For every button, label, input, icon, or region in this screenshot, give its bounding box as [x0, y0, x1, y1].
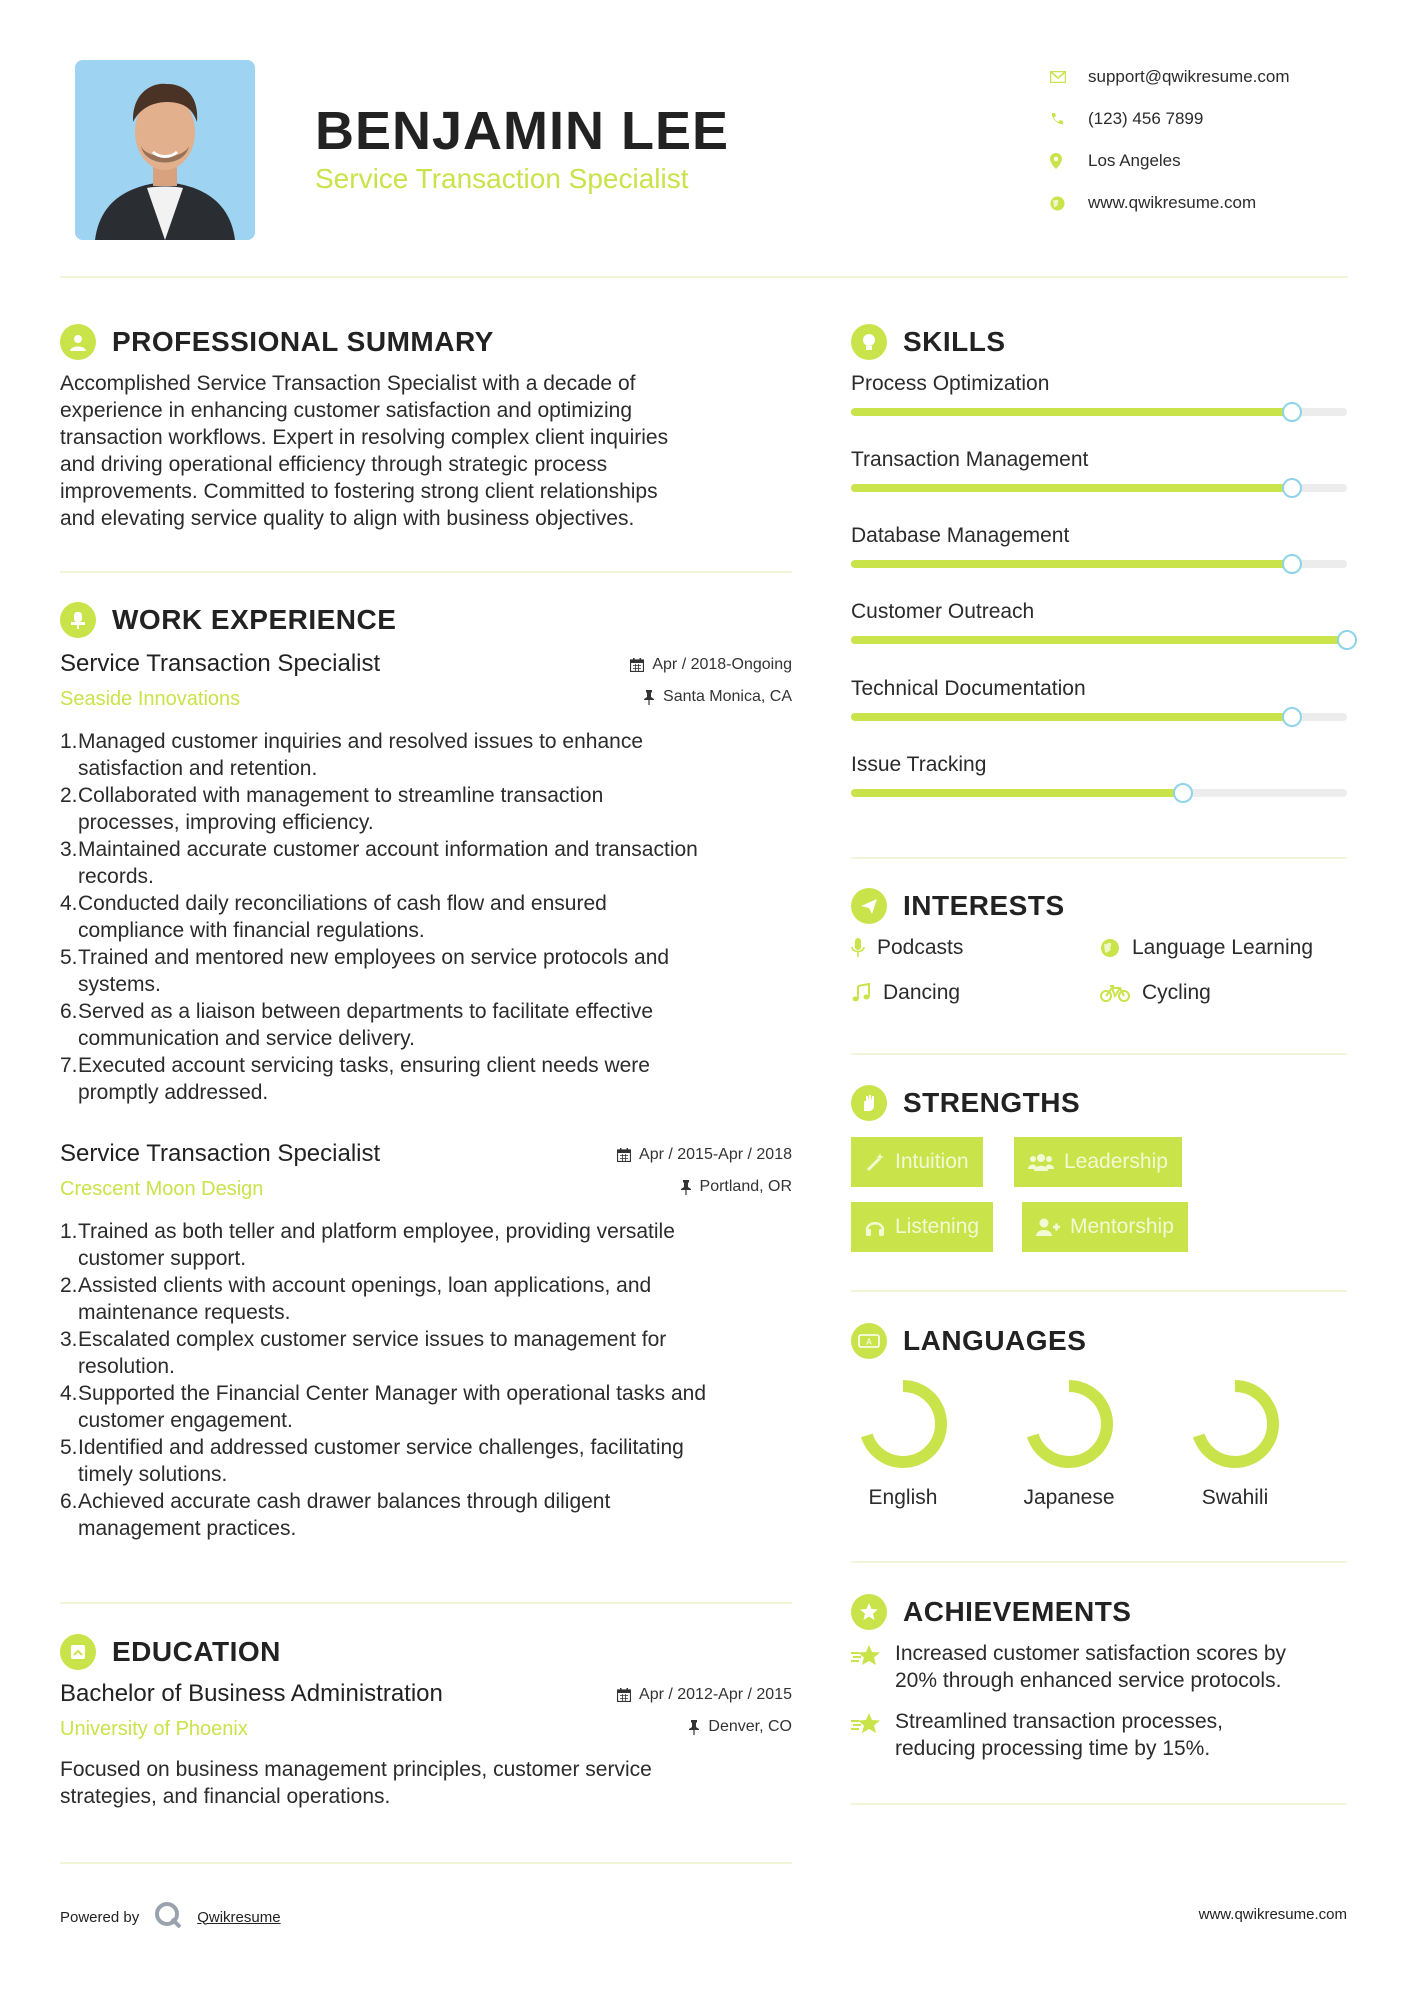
skill-bar-fill [851, 789, 1183, 797]
skill-bar-knob [1282, 402, 1302, 422]
list-line: Assisted clients with account openings, loan applications, and [78, 1274, 652, 1297]
skill-bar-knob [1173, 783, 1193, 803]
lightbulb-icon [851, 324, 887, 360]
interest-label: Dancing [883, 981, 961, 1004]
summary-line: and driving operational efficiency through strategic process [60, 453, 608, 476]
skill-bar [851, 789, 1347, 797]
job-company: Crescent Moon Design [60, 1178, 264, 1200]
svg-text:A: A [866, 1337, 872, 1347]
achievement-line: Increased customer satisfaction scores by [895, 1642, 1287, 1665]
graduation-icon [60, 1634, 96, 1670]
skill-bar-fill [851, 484, 1292, 492]
list-line: processes, improving efficiency. [78, 811, 374, 834]
list-item [60, 782, 798, 836]
location-pin-icon [1050, 152, 1088, 170]
list-line: communication and service delivery. [78, 1027, 415, 1050]
achievement-line: 20% through enhanced service protocols. [895, 1669, 1282, 1692]
skill-bar [851, 560, 1347, 568]
list-item [60, 944, 798, 998]
skills-title: SKILLS [903, 326, 1006, 357]
language-item [1180, 1376, 1290, 1510]
achievement-line: Streamlined transaction processes, [895, 1710, 1223, 1733]
skill-bar-fill [851, 560, 1292, 568]
footer-brand-link[interactable]: Qwikresume [197, 1908, 281, 1926]
job-entry [60, 1140, 792, 1560]
achievements-heading [851, 1594, 1131, 1630]
language-item [848, 1376, 958, 1510]
education-line: Focused on business management principles, customer service [60, 1758, 652, 1781]
profile-photo [75, 60, 255, 240]
calendar-icon [617, 1688, 631, 1702]
powered-by-text: Powered by [60, 1908, 140, 1926]
summary-line: transaction workflows. Expert in resolving complex client inquiries [60, 426, 669, 449]
section-divider [851, 857, 1347, 859]
list-item [60, 998, 798, 1052]
skill-item [851, 753, 1347, 777]
candidate-name: BENJAMIN LEE [315, 101, 730, 161]
job-location-text: Portland, OR [699, 1178, 792, 1195]
qwikresume-logo-icon [153, 1900, 183, 1934]
achievements-title: ACHIEVEMENTS [903, 1596, 1132, 1627]
skill-item [851, 524, 1347, 548]
language-item [1014, 1376, 1124, 1510]
job-title: Service Transaction Specialist [60, 1140, 381, 1167]
achievement-line: reducing processing time by 15%. [895, 1737, 1211, 1760]
contact-list [1050, 56, 1380, 224]
list-line: customer engagement. [78, 1409, 293, 1432]
strength-badge [1022, 1202, 1188, 1252]
interest-item [851, 936, 963, 960]
user-plus-icon [1036, 1217, 1060, 1237]
list-number: 6. [60, 1490, 78, 1513]
language-name: Japanese [1023, 1486, 1115, 1509]
briefcase-icon [60, 602, 96, 638]
list-line: Escalated complex customer service issues to management for [78, 1328, 667, 1351]
education-description [60, 1756, 792, 1810]
job-date-text: Apr / 2015-Apr / 2018 [639, 1146, 792, 1163]
interest-item [1100, 981, 1211, 1005]
strength-label: Leadership [1064, 1150, 1168, 1173]
skill-item [851, 600, 1347, 624]
paper-plane-icon [851, 888, 887, 924]
skill-name: Issue Tracking [851, 753, 987, 776]
list-number: 7. [60, 1054, 78, 1077]
contact-email[interactable] [1050, 56, 1380, 98]
language-name: English [868, 1486, 938, 1509]
skill-item [851, 677, 1347, 701]
list-line: systems. [78, 973, 161, 996]
strength-label: Listening [895, 1215, 980, 1238]
interest-label: Podcasts [877, 936, 964, 959]
education-date-text: Apr / 2012-Apr / 2015 [639, 1686, 792, 1703]
interest-item [851, 981, 960, 1005]
skill-name: Technical Documentation [851, 677, 1086, 700]
list-number: 3. [60, 838, 78, 861]
list-item [60, 1326, 798, 1380]
list-line: timely solutions. [78, 1463, 228, 1486]
microphone-icon [851, 938, 865, 958]
list-line: Maintained accurate customer account information and transaction [78, 838, 698, 861]
calendar-icon [630, 658, 644, 672]
skills-heading [851, 324, 1006, 360]
contact-phone-text: (123) 456 7899 [1088, 109, 1204, 128]
list-item [60, 1380, 798, 1434]
award-icon [851, 1594, 887, 1630]
achievement-item [851, 1640, 1351, 1694]
calendar-icon [617, 1148, 631, 1162]
list-line: maintenance requests. [78, 1301, 291, 1324]
language-level-ring [855, 1376, 951, 1472]
skill-bar-knob [1282, 478, 1302, 498]
section-divider [851, 1053, 1347, 1055]
skill-bar [851, 713, 1347, 721]
education-title: EDUCATION [112, 1636, 281, 1667]
strengths-title: STRENGTHS [903, 1087, 1081, 1118]
headphones-icon [865, 1217, 885, 1237]
strength-badge [851, 1202, 993, 1252]
education-location [688, 1718, 792, 1736]
list-number: 4. [60, 1382, 78, 1405]
skill-name: Customer Outreach [851, 600, 1035, 623]
skill-bar [851, 408, 1347, 416]
list-number: 1. [60, 730, 78, 753]
list-line: compliance with financial regulations. [78, 919, 425, 942]
skill-name: Database Management [851, 524, 1070, 547]
job-entry [60, 650, 792, 1104]
list-line: Collaborated with management to streamline transaction [78, 784, 604, 807]
language-icon [851, 1323, 887, 1359]
list-number: 1. [60, 1220, 78, 1243]
summary-line: experience in enhancing customer satisfaction and optimizing [60, 399, 632, 422]
job-title: Service Transaction Specialist [60, 650, 381, 677]
job-duties [60, 728, 798, 1106]
users-icon [1028, 1152, 1054, 1172]
languages-heading [851, 1323, 1086, 1359]
list-line: Achieved accurate cash drawer balances through diligent [78, 1490, 611, 1513]
skill-name: Process Optimization [851, 372, 1050, 395]
language-name: Swahili [1201, 1486, 1269, 1509]
skill-bar-knob [1282, 554, 1302, 574]
list-line: Identified and addressed customer service challenges, facilitating [78, 1436, 684, 1459]
section-divider [60, 1602, 792, 1604]
education-line: strategies, and financial operations. [60, 1785, 391, 1808]
skill-bar-fill [851, 408, 1292, 416]
mail-icon [1050, 68, 1088, 86]
job-company: Seaside Innovations [60, 688, 241, 710]
list-line: customer support. [78, 1247, 247, 1270]
list-item [60, 1272, 798, 1326]
job-location-text: Santa Monica, CA [663, 688, 792, 705]
contact-email-text: support@qwikresume.com [1088, 67, 1290, 86]
star-icon [851, 1640, 895, 1694]
list-line: Trained and mentored new employees on service protocols and [78, 946, 670, 969]
list-line: Conducted daily reconciliations of cash flow and ensured [78, 892, 607, 915]
list-line: Managed customer inquiries and resolved issues to enhance [78, 730, 644, 753]
interests-heading [851, 888, 1065, 924]
list-item [60, 1434, 798, 1488]
footer-divider [60, 1862, 792, 1864]
job-date-text: Apr / 2018-Ongoing [652, 656, 792, 673]
section-divider [851, 1561, 1347, 1563]
list-number: 6. [60, 1000, 78, 1023]
hand-icon [851, 1085, 887, 1121]
footer-url-link[interactable]: www.qwikresume.com [1198, 1906, 1347, 1923]
list-item [60, 1218, 798, 1272]
experience-title: WORK EXPERIENCE [112, 604, 397, 635]
summary-line: and elevating service quality to align with business objectives. [60, 507, 635, 530]
experience-heading [60, 602, 396, 638]
list-item [60, 728, 798, 782]
skill-bar-fill [851, 713, 1292, 721]
skill-name: Transaction Management [851, 448, 1089, 471]
skill-bar-knob [1282, 707, 1302, 727]
list-number: 3. [60, 1328, 78, 1351]
list-item [60, 890, 798, 944]
pushpin-icon [688, 1720, 700, 1735]
user-icon [60, 324, 96, 360]
summary-text [60, 370, 800, 532]
job-location [680, 1178, 792, 1196]
list-item [60, 1052, 798, 1106]
list-line: resolution. [78, 1355, 175, 1378]
skill-bar-knob [1337, 630, 1357, 650]
job-duties [60, 1218, 798, 1542]
list-line: Supported the Financial Center Manager with operational tasks and [78, 1382, 707, 1405]
section-divider [851, 1803, 1347, 1805]
education-date [617, 1686, 792, 1704]
skill-bar [851, 636, 1347, 644]
pushpin-icon [643, 690, 655, 705]
skill-item [851, 448, 1347, 472]
job-date [617, 1146, 792, 1164]
list-number: 5. [60, 1436, 78, 1459]
summary-heading [60, 324, 494, 360]
list-line: records. [78, 865, 154, 888]
strength-label: Mentorship [1070, 1215, 1174, 1238]
list-number: 5. [60, 946, 78, 969]
list-line: Trained as both teller and platform employee, providing versatile [78, 1220, 675, 1243]
education-heading [60, 1634, 281, 1670]
job-location [643, 688, 792, 706]
music-note-icon [851, 983, 871, 1003]
skill-bar-fill [851, 636, 1347, 644]
strength-badge [1014, 1137, 1182, 1187]
interests-title: INTERESTS [903, 890, 1065, 921]
candidate-role: Service Transaction Specialist [315, 163, 689, 194]
summary-line: Accomplished Service Transaction Specialist with a decade of [60, 372, 636, 395]
pushpin-icon [680, 1180, 692, 1195]
star-icon [851, 1708, 895, 1762]
interest-label: Cycling [1142, 981, 1211, 1004]
section-divider [60, 571, 792, 573]
summary-line: improvements. Committed to fostering strong client relationships [60, 480, 658, 503]
strength-label: Intuition [895, 1150, 969, 1173]
degree-title: Bachelor of Business Administration [60, 1680, 443, 1707]
job-date [630, 656, 792, 674]
education-entry [60, 1680, 792, 1810]
section-divider [851, 1290, 1347, 1292]
globe-icon [1100, 938, 1120, 958]
contact-location-text: Los Angeles [1088, 151, 1181, 170]
footer-powered [60, 1900, 281, 1934]
list-item [60, 836, 798, 890]
list-line: Served as a liaison between departments to facilitate effective [78, 1000, 654, 1023]
achievement-item [851, 1708, 1351, 1762]
language-level-ring [1021, 1376, 1117, 1472]
strength-badge [851, 1137, 983, 1187]
list-item [60, 1488, 798, 1542]
school-name: University of Phoenix [60, 1718, 248, 1740]
contact-website[interactable] [1050, 182, 1380, 224]
contact-location [1050, 140, 1380, 182]
list-line: Executed account servicing tasks, ensuring client needs were [78, 1054, 650, 1077]
languages-title: LANGUAGES [903, 1325, 1087, 1356]
summary-title: PROFESSIONAL SUMMARY [112, 326, 494, 357]
portrait-image [75, 60, 255, 240]
interest-item [1100, 936, 1313, 960]
interest-label: Language Learning [1132, 936, 1314, 959]
bicycle-icon [1100, 984, 1130, 1002]
education-location-text: Denver, CO [708, 1718, 792, 1735]
list-number: 2. [60, 1274, 78, 1297]
language-level-ring [1187, 1376, 1283, 1472]
contact-phone[interactable] [1050, 98, 1380, 140]
list-line: promptly addressed. [78, 1081, 269, 1104]
phone-icon [1050, 110, 1088, 128]
strengths-heading [851, 1085, 1080, 1121]
list-number: 4. [60, 892, 78, 915]
skill-item [851, 372, 1347, 396]
globe-icon [1050, 194, 1088, 212]
list-number: 2. [60, 784, 78, 807]
list-line: satisfaction and retention. [78, 757, 318, 780]
contact-website-text: www.qwikresume.com [1088, 193, 1257, 212]
header-divider [60, 276, 1348, 278]
magic-wand-icon [865, 1152, 885, 1172]
skill-bar [851, 484, 1347, 492]
list-line: management practices. [78, 1517, 297, 1540]
